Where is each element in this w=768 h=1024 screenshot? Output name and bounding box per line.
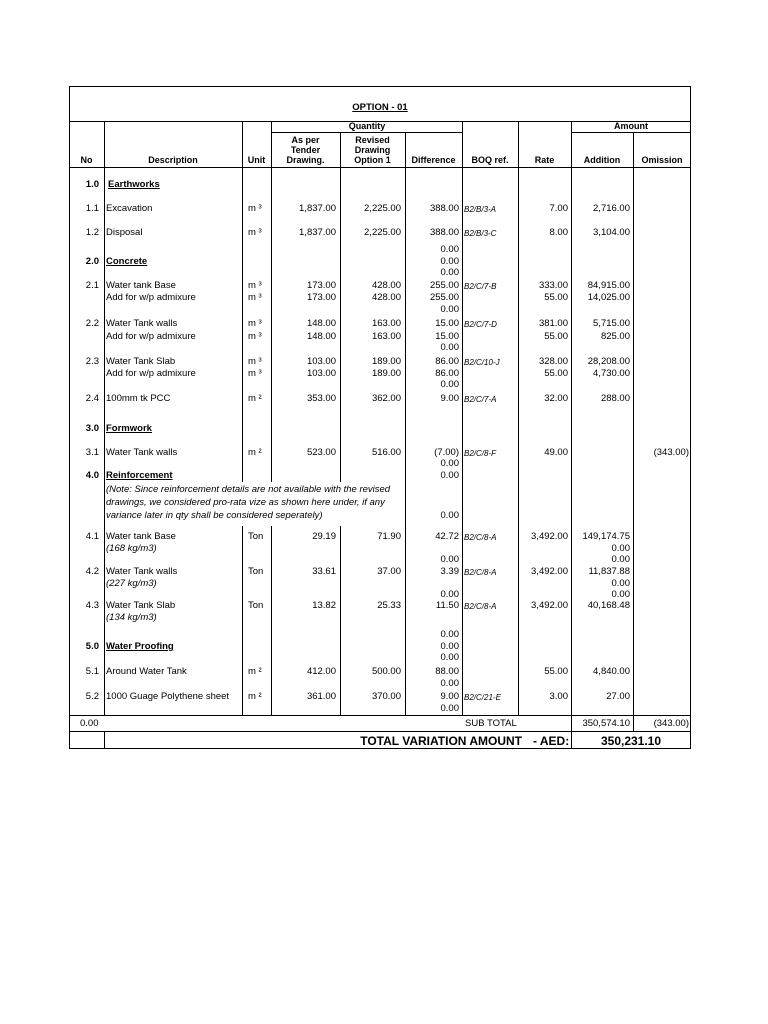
rule-group-amount — [571, 132, 691, 133]
header-unit: Unit — [247, 155, 266, 165]
header-revised-line2: Drawing — [354, 145, 391, 155]
section-title: Concrete — [106, 256, 148, 267]
header-tender-line3: Drawing. — [286, 155, 325, 165]
difference-qty: 0.00 — [440, 678, 459, 689]
section-no: 3.0 — [85, 423, 99, 434]
addition-amount: 40,168.48 — [587, 600, 630, 611]
col-rule-description — [242, 121, 243, 482]
difference-qty: 0.00 — [440, 641, 459, 652]
difference-qty: 0.00 — [440, 458, 459, 469]
difference-qty: 42.72 — [435, 531, 459, 542]
item-no: 2.1 — [85, 280, 99, 291]
revised-qty: 500.00 — [371, 666, 401, 677]
item-unit: m ² — [248, 447, 262, 458]
item-unit: m ³ — [248, 368, 262, 379]
item-unit: Ton — [248, 600, 264, 611]
item-unit: m ² — [248, 691, 262, 702]
col-rule-total-left — [104, 731, 105, 748]
item-subnote: (134 kg/m3) — [106, 612, 157, 623]
item-unit: m ³ — [248, 280, 262, 291]
revised-qty: 163.00 — [371, 331, 401, 342]
revised-qty: 163.00 — [371, 318, 401, 329]
section-no: 1.0 — [85, 179, 99, 190]
revised-qty: 2,225.00 — [364, 227, 401, 238]
subtotal-label: SUB TOTAL — [465, 718, 517, 729]
item-subnote: (227 kg/m3) — [106, 578, 157, 589]
item-description: Add for w/p admixure — [106, 292, 196, 303]
header-revised-line1: Revised — [355, 135, 390, 145]
item-unit: m ² — [248, 393, 262, 404]
col-rule-tender — [340, 132, 341, 482]
boq-ref: B2/B/3-C — [464, 229, 497, 238]
item-description: Water Tank walls — [106, 447, 178, 458]
item-no: 4.2 — [85, 566, 99, 577]
difference-qty: 0.00 — [440, 652, 459, 663]
header-quantity: Quantity — [348, 121, 386, 131]
difference-qty: 0.00 — [440, 510, 459, 521]
addition-amount: 11,837.88 — [588, 566, 630, 577]
addition-amount: 288.00 — [600, 393, 630, 404]
item-unit: m ³ — [248, 227, 262, 238]
revised-qty: 189.00 — [371, 368, 401, 379]
header-difference: Difference — [411, 155, 456, 165]
item-unit: m ³ — [248, 292, 262, 303]
boq-ref: B2/B/3-A — [464, 205, 497, 214]
section-no: 4.0 — [85, 470, 99, 481]
total-label: TOTAL VARIATION AMOUNT — [360, 734, 522, 748]
difference-qty: 0.00 — [440, 267, 459, 278]
total-currency: - AED: — [533, 734, 570, 748]
rate-value: 49.00 — [544, 447, 568, 458]
difference-qty: 0.00 — [440, 256, 459, 267]
addition-amount: 5,715.00 — [593, 318, 630, 329]
difference-qty: 255.00 — [429, 280, 459, 291]
revised-qty: 428.00 — [371, 280, 401, 291]
difference-qty: 9.00 — [440, 393, 459, 404]
header-no: No — [80, 155, 93, 165]
item-description: Water tank Base — [106, 531, 176, 542]
item-description: Excavation — [106, 203, 153, 214]
col-rule-unit-lower — [271, 526, 272, 715]
addition-amount: 0.00 — [611, 543, 630, 554]
boq-ref: B2/C/7-A — [464, 395, 497, 404]
omission-amount: (343.00) — [653, 447, 689, 458]
tender-qty: 1,837.00 — [299, 203, 336, 214]
revised-qty: 37.00 — [377, 566, 401, 577]
border-bottom — [69, 748, 691, 749]
difference-qty: 15.00 — [435, 318, 459, 329]
item-no: 5.1 — [85, 666, 99, 677]
revised-qty: 71.90 — [377, 531, 401, 542]
addition-amount: 14,025.00 — [587, 292, 630, 303]
rate-value: 3,492.00 — [531, 531, 568, 542]
section-title: Formwork — [106, 423, 152, 434]
rate-value: 3,492.00 — [531, 566, 568, 577]
col-rule-revised — [405, 132, 406, 715]
boq-ref: B2/C/7-B — [464, 282, 497, 291]
difference-qty: 3.39 — [440, 566, 459, 577]
item-no: 3.1 — [85, 447, 99, 458]
difference-qty: 388.00 — [429, 203, 459, 214]
border-top — [69, 86, 691, 87]
addition-amount: 2,716.00 — [593, 203, 630, 214]
item-unit: Ton — [248, 566, 264, 577]
boq-ref: B2/C/21-E — [464, 693, 501, 702]
difference-qty: 86.00 — [435, 356, 459, 367]
addition-amount: 4,730.00 — [593, 368, 630, 379]
item-description: Around Water Tank — [106, 666, 187, 677]
difference-qty: 9.00 — [440, 691, 459, 702]
border-right — [690, 86, 691, 749]
item-unit: m ³ — [248, 331, 262, 342]
rule-group-quantity — [271, 132, 463, 133]
rule-header-bottom — [69, 167, 691, 168]
header-omission: Omission — [641, 155, 683, 165]
boq-ref: B2/C/10-J — [464, 358, 500, 367]
note-line: drawings, we considered pro-rata vize as shown here under, if any — [106, 497, 385, 508]
tender-qty: 523.00 — [306, 447, 336, 458]
item-description: Water Tank walls — [106, 566, 178, 577]
col-rule-description-lower — [242, 526, 243, 715]
item-unit: m ³ — [248, 203, 262, 214]
addition-amount: 3,104.00 — [593, 227, 630, 238]
difference-qty: 255.00 — [429, 292, 459, 303]
item-no: 4.3 — [85, 600, 99, 611]
rate-value: 3,492.00 — [531, 600, 568, 611]
header-revised-line3: Option 1 — [354, 155, 391, 165]
subtotal-addition: 350,574.10 — [582, 718, 630, 729]
rate-value: 333.00 — [538, 280, 568, 291]
difference-qty: (7.00) — [434, 447, 459, 458]
item-no: 2.3 — [85, 356, 99, 367]
addition-amount: 149,174.75 — [582, 531, 630, 542]
addition-amount: 84,915.00 — [587, 280, 630, 291]
rate-value: 55.00 — [544, 331, 568, 342]
item-unit: m ² — [248, 666, 262, 677]
revised-qty: 370.00 — [371, 691, 401, 702]
header-tender-line2: Tender — [290, 145, 321, 155]
boq-ref: B2/C/7-D — [464, 320, 497, 329]
item-no: 4.1 — [85, 531, 99, 542]
subtotal-omission: (343.00) — [653, 718, 689, 729]
tender-qty: 173.00 — [306, 280, 336, 291]
header-tender-line1: As per — [291, 135, 320, 145]
difference-qty: 0.00 — [440, 342, 459, 353]
addition-amount: 0.00 — [611, 589, 630, 600]
item-unit: m ³ — [248, 318, 262, 329]
item-description: Add for w/p admixure — [106, 331, 196, 342]
difference-qty: 0.00 — [440, 589, 459, 600]
addition-amount: 28,208.00 — [587, 356, 630, 367]
boq-ref: B2/C/8-A — [464, 602, 497, 611]
item-description: Water Tank Slab — [106, 356, 176, 367]
tender-qty: 103.00 — [306, 368, 336, 379]
boq-ref: B2/C/8-A — [464, 568, 497, 577]
tender-qty: 29.19 — [312, 531, 336, 542]
item-description: Water tank Base — [106, 280, 176, 291]
col-rule-difference — [462, 121, 463, 715]
section-title: Earthworks — [108, 179, 160, 190]
total-value: 350,231.10 — [600, 734, 662, 748]
addition-amount: 825.00 — [600, 331, 630, 342]
difference-qty: 0.00 — [440, 304, 459, 315]
addition-amount: 27.00 — [606, 691, 630, 702]
header-addition: Addition — [583, 155, 621, 165]
revised-qty: 2,225.00 — [364, 203, 401, 214]
tender-qty: 1,837.00 — [299, 227, 336, 238]
difference-qty: 0.00 — [440, 629, 459, 640]
rate-value: 3.00 — [549, 691, 568, 702]
revised-qty: 189.00 — [371, 356, 401, 367]
item-no: 1.2 — [85, 227, 99, 238]
difference-qty: 0.00 — [440, 470, 459, 481]
rate-value: 7.00 — [549, 203, 568, 214]
sheet-title: OPTION - 01 — [352, 102, 408, 113]
rate-value: 328.00 — [538, 356, 568, 367]
rate-value: 55.00 — [544, 666, 568, 677]
revised-qty: 516.00 — [371, 447, 401, 458]
item-no: 5.2 — [85, 691, 99, 702]
revised-qty: 428.00 — [371, 292, 401, 303]
note-line: (Note: Since reinforcement details are not available with the revised — [106, 484, 391, 495]
difference-qty: 15.00 — [435, 331, 459, 342]
col-rule-tender-lower — [340, 526, 341, 715]
addition-amount: 4,840.00 — [593, 666, 630, 677]
tender-qty: 33.61 — [312, 566, 336, 577]
rate-value: 381.00 — [538, 318, 568, 329]
revised-qty: 362.00 — [371, 393, 401, 404]
rule-subtotal-top — [69, 715, 691, 716]
item-description: 100mm tk PCC — [106, 393, 171, 404]
note-line: variance later in qty shall be considered seperately) — [106, 510, 323, 521]
difference-qty: 86.00 — [435, 368, 459, 379]
difference-qty: 0.00 — [440, 244, 459, 255]
section-title: Reinforcement — [106, 470, 173, 481]
item-no: 2.2 — [85, 318, 99, 329]
difference-qty: 88.00 — [435, 666, 459, 677]
tender-qty: 148.00 — [306, 318, 336, 329]
item-no: 2.4 — [85, 393, 99, 404]
section-no: 2.0 — [85, 256, 99, 267]
item-unit: m ³ — [248, 356, 262, 367]
col-rule-no — [104, 121, 105, 715]
difference-qty: 0.00 — [440, 379, 459, 390]
section-title: Water Proofing — [106, 641, 174, 652]
tender-qty: 412.00 — [306, 666, 336, 677]
tender-qty: 103.00 — [306, 356, 336, 367]
tender-qty: 353.00 — [306, 393, 336, 404]
item-description: Water Tank Slab — [106, 600, 176, 611]
boq-ref: B2/C/8-A — [464, 533, 497, 542]
rate-value: 55.00 — [544, 292, 568, 303]
tender-qty: 361.00 — [306, 691, 336, 702]
tender-qty: 173.00 — [306, 292, 336, 303]
col-rule-rate — [571, 121, 572, 748]
header-boq: BOQ ref. — [471, 155, 509, 165]
tender-qty: 148.00 — [306, 331, 336, 342]
addition-amount: 0.00 — [611, 554, 630, 565]
difference-qty: 0.00 — [440, 554, 459, 565]
subtotal-left-value: 0.00 — [80, 718, 99, 729]
item-description: Add for w/p admixure — [106, 368, 196, 379]
rate-value: 55.00 — [544, 368, 568, 379]
rate-value: 32.00 — [544, 393, 568, 404]
item-description: Water Tank walls — [106, 318, 178, 329]
header-description: Description — [148, 155, 198, 165]
item-unit: Ton — [248, 531, 264, 542]
item-description: 1000 Guage Polythene sheet — [106, 691, 230, 702]
header-amount: Amount — [614, 121, 648, 131]
col-rule-addition — [633, 132, 634, 731]
item-no: 1.1 — [85, 203, 99, 214]
section-no: 5.0 — [85, 641, 99, 652]
boq-ref: B2/C/8-F — [464, 449, 497, 458]
addition-amount: 0.00 — [611, 578, 630, 589]
difference-qty: 11.50 — [435, 600, 459, 611]
item-description: Disposal — [106, 227, 143, 238]
tender-qty: 13.82 — [312, 600, 336, 611]
revised-qty: 25.33 — [377, 600, 401, 611]
item-subnote: (168 kg/m3) — [106, 543, 157, 554]
rule-subtotal-bottom — [69, 731, 691, 732]
difference-qty: 0.00 — [440, 703, 459, 714]
difference-qty: 388.00 — [429, 227, 459, 238]
header-rate: Rate — [534, 155, 555, 165]
rate-value: 8.00 — [549, 227, 568, 238]
